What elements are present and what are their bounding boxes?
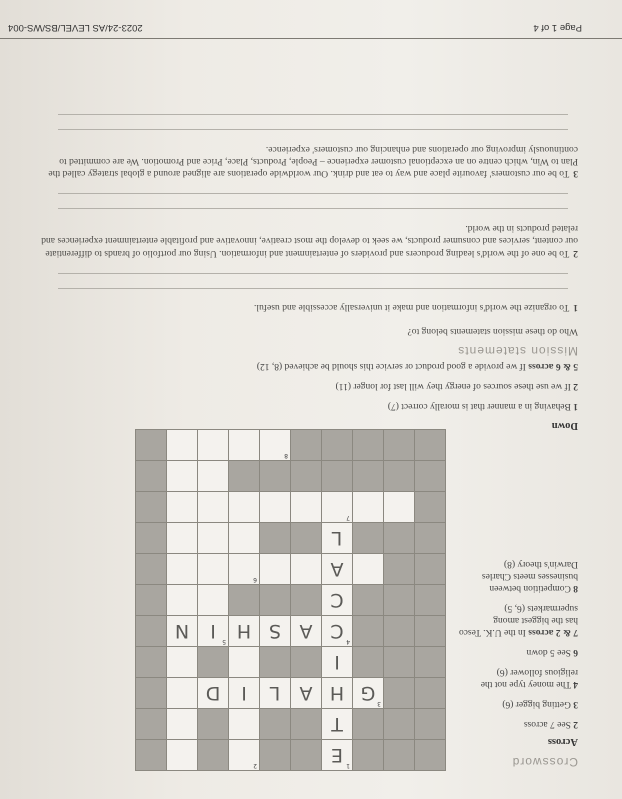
- grid-cell[interactable]: [260, 492, 290, 522]
- grid-cell[interactable]: [322, 616, 352, 646]
- clue-item: 8 Competition between businesses meets Charles Darwin's theory (8): [481, 559, 578, 593]
- grid-cell[interactable]: [291, 492, 321, 522]
- clue-item: 4 The money type not the religious follower (6): [480, 667, 578, 689]
- grid-block: [322, 430, 352, 460]
- handwritten-letter: I: [210, 620, 216, 642]
- grid-cell[interactable]: [198, 492, 228, 522]
- handwritten-letter: S: [268, 620, 282, 642]
- grid-block: [384, 616, 414, 646]
- cell-number: 6: [253, 576, 257, 583]
- handwritten-letter: H: [329, 682, 345, 704]
- grid-block: [384, 740, 414, 770]
- grid-block: [415, 461, 445, 491]
- grid-block: [136, 585, 166, 615]
- across-heading: Across: [547, 736, 578, 747]
- grid-block: [322, 740, 352, 770]
- cell-number: 8: [284, 452, 288, 459]
- grid-cell[interactable]: [229, 678, 259, 708]
- grid-block: [229, 585, 259, 615]
- grid-cell[interactable]: [198, 554, 228, 584]
- grid-block: [136, 554, 166, 584]
- grid-cell[interactable]: [260, 554, 290, 584]
- footer-code: 2023-24/AS LEVEL/BS/WS-004: [8, 22, 143, 33]
- grid-block: [384, 585, 414, 615]
- clue-item: 1 Behaving in a manner that is morally correct (7): [387, 401, 578, 411]
- grid-block: [260, 709, 290, 739]
- answer-line[interactable]: [58, 273, 568, 274]
- grid-block: [136, 523, 166, 553]
- grid-block: [384, 647, 414, 677]
- grid-cell[interactable]: [167, 616, 197, 646]
- grid-block: [353, 523, 383, 553]
- grid-cell[interactable]: [167, 461, 197, 491]
- down-heading: Down: [551, 420, 578, 431]
- cell-number: 3: [377, 700, 381, 707]
- grid-cell[interactable]: [260, 430, 290, 460]
- grid-cell[interactable]: [229, 492, 259, 522]
- grid-cell[interactable]: [291, 554, 321, 584]
- handwritten-letter: I: [241, 682, 247, 704]
- grid-cell[interactable]: [167, 678, 197, 708]
- grid-cell[interactable]: [198, 430, 228, 460]
- grid-block: [415, 523, 445, 553]
- handwritten-letter: E: [331, 744, 344, 766]
- handwritten-letter: T: [331, 713, 343, 735]
- answer-line[interactable]: [58, 114, 568, 115]
- grid-cell[interactable]: [353, 678, 383, 708]
- grid-block: [415, 740, 445, 770]
- handwritten-letter: C: [330, 620, 344, 642]
- grid-block: [136, 740, 166, 770]
- grid-cell[interactable]: [167, 585, 197, 615]
- grid-block: [384, 430, 414, 460]
- grid-block: [353, 647, 383, 677]
- mission-question: Who do these mission statements belong to?: [407, 326, 578, 337]
- grid-cell[interactable]: [229, 647, 259, 677]
- clue-item: 7 & 2 across In the U.K. Tesco has the biggest among supermarkets (6, 5): [458, 603, 578, 637]
- grid-block: [136, 709, 166, 739]
- grid-block: [291, 461, 321, 491]
- grid-block: [415, 585, 445, 615]
- grid-cell[interactable]: [167, 492, 197, 522]
- grid-cell[interactable]: [198, 461, 228, 491]
- grid-block: [415, 430, 445, 460]
- grid-cell[interactable]: [353, 554, 383, 584]
- grid-cell[interactable]: [322, 523, 352, 553]
- grid-cell[interactable]: [167, 709, 197, 739]
- grid-block: [322, 709, 352, 739]
- grid-block: [291, 647, 321, 677]
- grid-block: [136, 647, 166, 677]
- grid-block: [291, 430, 321, 460]
- footer-page: Page 1 of 4: [533, 22, 582, 33]
- answer-line[interactable]: [58, 193, 568, 194]
- cell-number: 2: [253, 762, 257, 769]
- grid-cell[interactable]: [198, 523, 228, 553]
- grid-cell[interactable]: [322, 554, 352, 584]
- handwritten-letter: C: [330, 589, 344, 611]
- grid-cell[interactable]: [291, 616, 321, 646]
- grid-cell[interactable]: [229, 430, 259, 460]
- handwritten-letter: L: [331, 527, 343, 549]
- clue-item: 5 & 6 across If we provide a good product or service this should be achieved (8, 12): [256, 361, 578, 371]
- crossword-clues: [452, 550, 578, 747]
- clue-item: 2 If we use these sources of energy they will last for longer (11): [335, 381, 578, 391]
- mission-item: 3To be our customers' favourite place and way to eat and drink. Our worldwide operations are aligned around a global strategy called the Plan to Win, which centre on an exceptional customer experience – People, Products, Place, Price and Promotion. We are committed to continuously improving our operations and enhancing our customers' experience.: [48, 143, 578, 180]
- grid-cell[interactable]: [167, 430, 197, 460]
- grid-block: [229, 461, 259, 491]
- grid-block: [136, 430, 166, 460]
- clue-item: 3 Getting bigger (6): [502, 699, 578, 709]
- grid-cell[interactable]: [384, 492, 414, 522]
- mission-item: 2To be one of the world's leading producers and providers of entertainment and information. Using our portfolio of brands to differentiate our content, services and consumer products, we seek to develop the most creative, innovative and profitable entertainment experiences and related products in the world.: [41, 222, 578, 259]
- grid-block: [198, 647, 228, 677]
- grid-block: [353, 585, 383, 615]
- grid-cell[interactable]: [322, 492, 352, 522]
- answer-line[interactable]: [58, 208, 568, 209]
- handwritten-letter: A: [330, 558, 344, 580]
- grid-cell[interactable]: [229, 709, 259, 739]
- grid-block: [136, 461, 166, 491]
- grid-block: [384, 709, 414, 739]
- grid-block: [260, 647, 290, 677]
- grid-block: [291, 740, 321, 770]
- grid-block: [384, 678, 414, 708]
- down-clue-list: [148, 360, 578, 412]
- grid-block: [384, 461, 414, 491]
- grid-block: [291, 585, 321, 615]
- clue-item: 2 See 7 across: [523, 719, 578, 729]
- grid-block: [384, 554, 414, 584]
- grid-block: [136, 492, 166, 522]
- grid-block: [384, 523, 414, 553]
- grid-block: [415, 647, 445, 677]
- handwritten-letter: H: [236, 620, 252, 642]
- grid-cell[interactable]: [167, 740, 197, 770]
- handwritten-letter: A: [299, 682, 313, 704]
- cell-number: 7: [346, 514, 350, 521]
- grid-cell[interactable]: [167, 647, 197, 677]
- grid-block: [198, 740, 228, 770]
- grid-cell[interactable]: [229, 554, 259, 584]
- crossword-title: Crossword: [511, 755, 578, 769]
- grid-block: [353, 709, 383, 739]
- cell-number: 1: [346, 762, 350, 769]
- cell-number: 4: [346, 638, 350, 645]
- grid-block: [260, 585, 290, 615]
- grid-block: [291, 709, 321, 739]
- grid-block: [415, 616, 445, 646]
- answer-line[interactable]: [58, 129, 568, 130]
- grid-block: [353, 461, 383, 491]
- grid-cell[interactable]: [291, 678, 321, 708]
- grid-block: [415, 709, 445, 739]
- grid-cell[interactable]: [167, 523, 197, 553]
- handwritten-letter: L: [269, 682, 281, 704]
- grid-block: [260, 523, 290, 553]
- grid-cell[interactable]: [260, 678, 290, 708]
- grid-cell[interactable]: [198, 585, 228, 615]
- grid-block: [353, 430, 383, 460]
- mission-list: [33, 114, 578, 313]
- grid-cell[interactable]: [322, 678, 352, 708]
- grid-block: [353, 616, 383, 646]
- grid-block: [322, 461, 352, 491]
- mission-item: 1To organize the world's information and make it universally accessible and useful.: [253, 302, 578, 313]
- grid-block: [353, 740, 383, 770]
- handwritten-letter: D: [205, 682, 221, 704]
- footer-rule: [0, 38, 622, 39]
- grid-block: [415, 492, 445, 522]
- grid-block: [260, 740, 290, 770]
- grid-block: [136, 678, 166, 708]
- grid-cell[interactable]: [322, 585, 352, 615]
- handwritten-letter: G: [360, 682, 376, 704]
- grid-block: [415, 554, 445, 584]
- grid-cell[interactable]: [229, 523, 259, 553]
- grid-cell[interactable]: [167, 554, 197, 584]
- cell-number: 5: [222, 638, 226, 645]
- grid-block: [136, 616, 166, 646]
- crossword-grid: [135, 429, 446, 771]
- handwritten-letter: I: [334, 651, 340, 673]
- grid-block: [291, 523, 321, 553]
- grid-cell[interactable]: [198, 616, 228, 646]
- grid-block: [198, 678, 228, 708]
- grid-block: [229, 740, 259, 770]
- clue-item: 6 See 5 down: [526, 647, 578, 657]
- grid-block: [415, 678, 445, 708]
- mission-title: Mission statements: [457, 344, 578, 358]
- grid-block: [198, 709, 228, 739]
- answer-line[interactable]: [58, 288, 568, 289]
- grid-cell[interactable]: [353, 492, 383, 522]
- across-clue-list: [452, 558, 578, 730]
- grid-cell[interactable]: [229, 616, 259, 646]
- down-clues: [148, 352, 578, 431]
- handwritten-letter: N: [174, 620, 190, 642]
- grid-block: [260, 461, 290, 491]
- grid-cell[interactable]: [322, 647, 352, 677]
- handwritten-letter: A: [299, 620, 313, 642]
- grid-cell[interactable]: [260, 616, 290, 646]
